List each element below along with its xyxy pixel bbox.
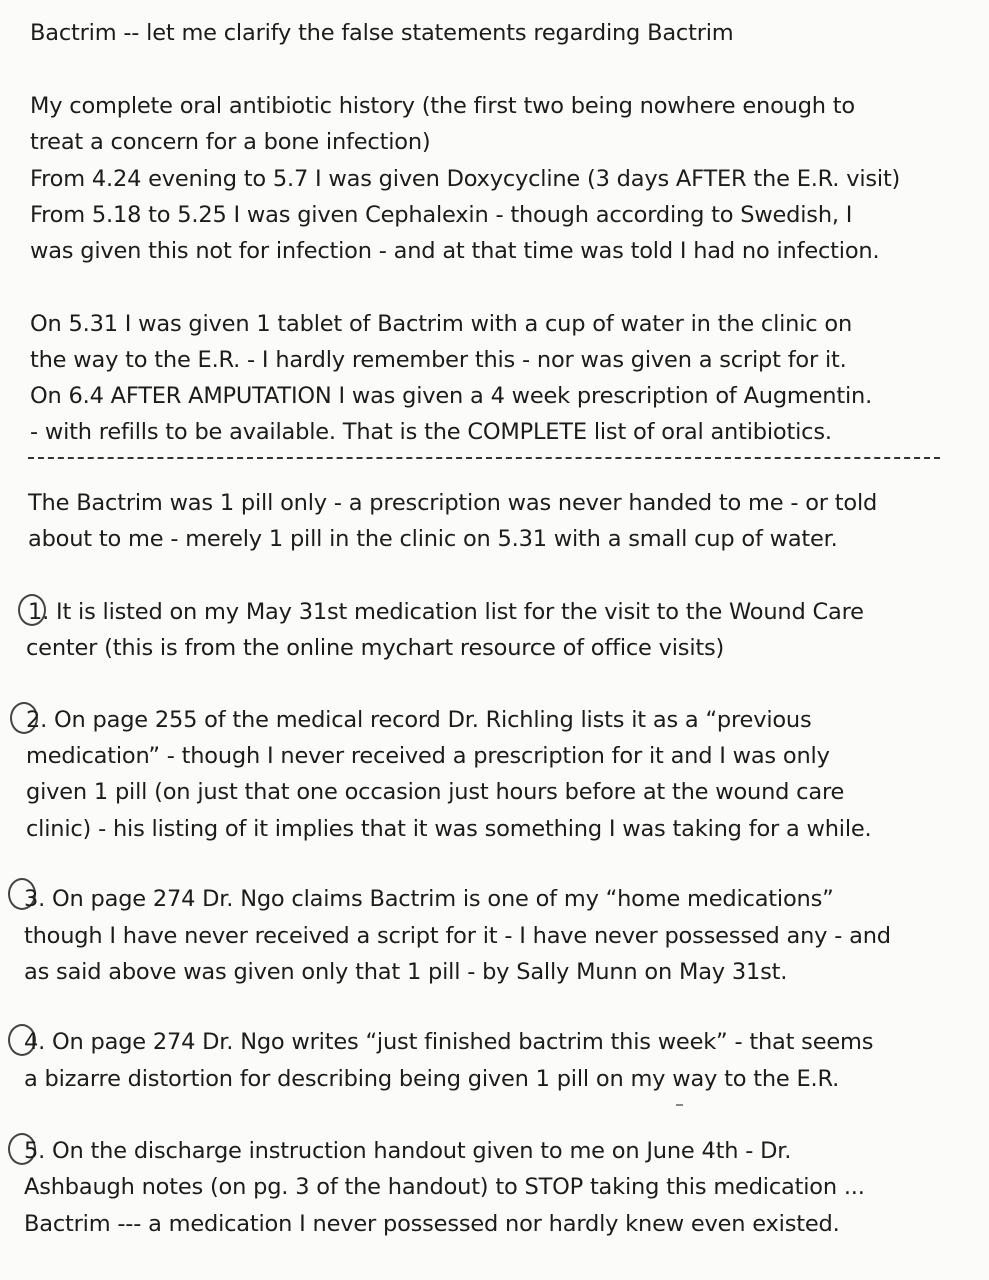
- paragraph-line: the way to the E.R. - I hardly remember this - nor was given a script for it.: [30, 347, 847, 373]
- point-line: 4. On page 274 Dr. Ngo writes “just finished bactrim this week” - that seems: [24, 1029, 874, 1055]
- paragraph-line: - with refills to be available. That is the COMPLETE list of oral antibiotics.: [30, 419, 832, 445]
- paragraph-line: On 5.31 I was given 1 tablet of Bactrim with a cup of water in the clinic on: [30, 311, 853, 337]
- point-line: given 1 pill (on just that one occasion just hours before at the wound care: [26, 779, 845, 805]
- point-line: clinic) - his listing of it implies that it was something I was taking for a while.: [26, 816, 872, 842]
- dashed-divider: [28, 457, 940, 459]
- paragraph-line: about to me - merely 1 pill in the clinic on 5.31 with a small cup of water.: [28, 526, 838, 552]
- stray-pen-mark: [676, 1104, 683, 1106]
- point-line: Ashbaugh notes (on pg. 3 of the handout) to STOP taking this medication ...: [24, 1174, 865, 1200]
- paragraph-line: From 4.24 evening to 5.7 I was given Doxycycline (3 days AFTER the E.R. visit): [30, 166, 901, 192]
- point-line: a bizarre distortion for describing being given 1 pill on my way to the E.R.: [24, 1066, 840, 1092]
- paragraph-line: On 6.4 AFTER AMPUTATION I was given a 4 week prescription of Augmentin.: [30, 383, 873, 409]
- point-line: as said above was given only that 1 pill - by Sally Munn on May 31st.: [24, 959, 788, 985]
- paragraph-line: From 5.18 to 5.25 I was given Cephalexin - though according to Swedish, I: [30, 202, 853, 228]
- point-line: 2. On page 255 of the medical record Dr. Richling lists it as a “previous: [26, 707, 812, 733]
- point-line: 5. On the discharge instruction handout given to me on June 4th - Dr.: [24, 1138, 792, 1164]
- document-title: Bactrim -- let me clarify the false statements regarding Bactrim: [30, 20, 734, 46]
- paragraph-line: was given this not for infection - and at that time was told I had no infection.: [30, 238, 880, 264]
- point-line: 1. It is listed on my May 31st medication list for the visit to the Wound Care: [28, 599, 864, 625]
- point-line: 3. On page 274 Dr. Ngo claims Bactrim is one of my “home medications”: [24, 886, 834, 912]
- paragraph-line: The Bactrim was 1 pill only - a prescription was never handed to me - or told: [28, 490, 878, 516]
- point-line: medication” - though I never received a prescription for it and I was only: [26, 743, 830, 769]
- paragraph-line: My complete oral antibiotic history (the first two being nowhere enough to: [30, 93, 855, 119]
- paragraph-line: treat a concern for a bone infection): [30, 129, 431, 155]
- point-line: center (this is from the online mychart resource of office visits): [26, 635, 725, 661]
- point-line: Bactrim --- a medication I never possessed nor hardly knew even existed.: [24, 1211, 840, 1237]
- point-line: though I have never received a script for it - I have never possessed any - and: [24, 923, 891, 949]
